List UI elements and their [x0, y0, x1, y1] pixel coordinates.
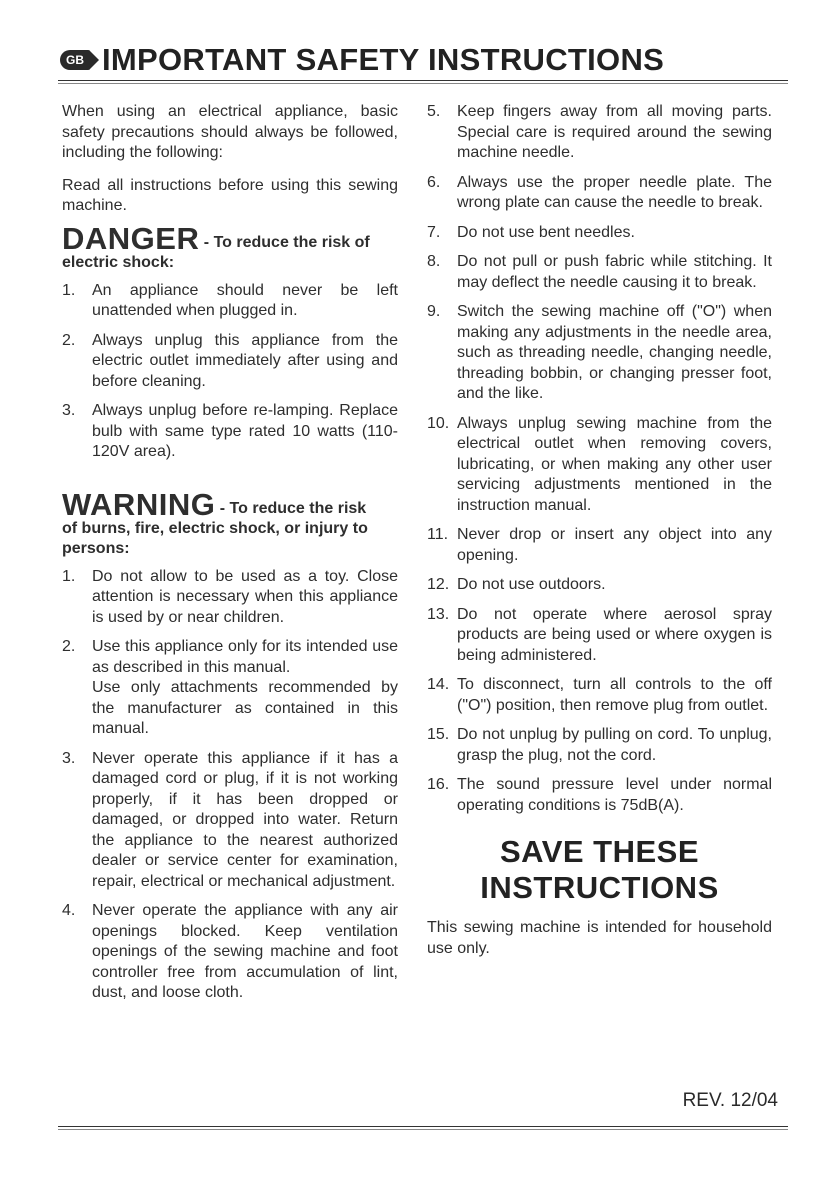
- item-text: Do not allow to be used as a toy. Close attention is necessary when this appliance is used by or near children.: [92, 567, 398, 626]
- page-header: [58, 44, 788, 80]
- item-number: 12.: [427, 576, 450, 593]
- item-number: 7.: [427, 223, 441, 241]
- list-item: [427, 775, 772, 816]
- list-item: [62, 749, 398, 893]
- item-text: Never operate this appliance if it has a damaged cord or plug, if it is not working properly, if it has been dropped or damaged, or dropped into water. Return the appliance to the nearest authorized dealer or service center for examination, repair, electrical or mechanical adjustment.: [92, 749, 398, 890]
- item-text: Do not operate where aerosol spray products are being used or where oxygen is being administered.: [457, 605, 772, 664]
- save-heading-line2: INSTRUCTIONS: [480, 870, 719, 905]
- list-item: [427, 223, 772, 244]
- item-number: 11.: [427, 526, 449, 543]
- item-text: Always unplug sewing machine from the electrical outlet when removing covers, lubricating, or when making any other user servicing adjustments mentioned in the instruction manual.: [457, 414, 772, 514]
- household-use-note: This sewing machine is intended for household use only.: [427, 919, 772, 957]
- item-number: 16.: [427, 776, 450, 793]
- read-instructions-paragraph: Read all instructions before using this sewing machine.: [62, 176, 398, 214]
- item-number: 3.: [62, 749, 76, 767]
- language-badge: GB: [60, 50, 90, 70]
- list-item: [427, 575, 772, 596]
- item-number: 13.: [427, 605, 450, 623]
- item-number: 2.: [62, 638, 76, 655]
- warning-subtitle: - To reduce the risk: [215, 499, 367, 517]
- danger-list: [62, 281, 398, 463]
- warning-subtitle-line2: of burns, fire, electric shock, or injury to persons:: [62, 519, 368, 557]
- warning-word: WARNING: [62, 486, 216, 522]
- item-number: 6.: [427, 173, 441, 191]
- item-number: 8.: [427, 253, 441, 270]
- left-column: [62, 102, 398, 1013]
- list-item: [62, 567, 398, 629]
- item-number: 2.: [62, 331, 76, 349]
- continued-list: [427, 102, 772, 816]
- item-text: Do not use outdoors.: [457, 576, 606, 593]
- list-item: [427, 414, 772, 517]
- right-column: [427, 102, 772, 959]
- danger-subtitle-line2: electric shock:: [62, 253, 175, 271]
- list-item: [427, 252, 772, 293]
- item-text: Always unplug before re-lamping. Replace bulb with same type rated 10 watts (110-120V area).: [92, 402, 398, 460]
- item-text: Do not pull or push fabric while stitching. It may deflect the needle causing it to break.: [457, 253, 772, 291]
- intro-paragraph: When using an electrical appliance, basic safety precautions should always be followed, including the following:: [62, 103, 398, 161]
- item-text: The sound pressure level under normal operating conditions is 75dB(A).: [457, 776, 772, 814]
- save-instructions-heading: [427, 834, 772, 906]
- danger-subtitle: - To reduce the risk of: [199, 233, 370, 251]
- item-number: 10.: [427, 414, 450, 432]
- list-item: [427, 525, 772, 566]
- item-number: 1.: [62, 281, 76, 299]
- item-text: An appliance should never be left unattended when plugged in.: [92, 281, 398, 319]
- danger-word: DANGER: [62, 220, 200, 256]
- warning-heading: [62, 486, 398, 559]
- item-text: Do not use bent needles.: [457, 223, 635, 241]
- item-text: Never drop or insert any object into any opening.: [457, 526, 772, 564]
- item-number: 9.: [427, 303, 441, 320]
- footer-divider: [58, 1126, 788, 1130]
- list-item: [427, 605, 772, 667]
- item-number: 15.: [427, 726, 450, 743]
- item-text: Always use the proper needle plate. The wrong plate can cause the needle to break.: [457, 173, 772, 211]
- warning-list: [62, 567, 398, 1004]
- item-text: Keep fingers away from all moving parts. Special care is required around the sewing machine needle.: [457, 103, 772, 161]
- item-number: 1.: [62, 567, 76, 585]
- item-number: 5.: [427, 103, 441, 120]
- list-item: [62, 901, 398, 1004]
- item-text-second-paragraph: Use only attachments recommended by the manufacturer as contained in this manual.: [92, 679, 398, 737]
- header-divider: [58, 80, 788, 84]
- list-item: [427, 173, 772, 214]
- list-item: [427, 725, 772, 766]
- item-text: To disconnect, turn all controls to the off ("O") position, then remove plug from outlet.: [457, 676, 772, 714]
- item-text: Do not unplug by pulling on cord. To unplug, grasp the plug, not the cord.: [457, 726, 772, 764]
- revision-label: REV. 12/04: [682, 1090, 778, 1111]
- list-item: [427, 302, 772, 405]
- item-number: 14.: [427, 676, 450, 693]
- item-text: Use this appliance only for its intended use as described in this manual.: [92, 638, 398, 676]
- list-item: [427, 102, 772, 164]
- page-title: IMPORTANT SAFETY INSTRUCTIONS: [102, 42, 665, 77]
- save-heading-line1: SAVE THESE: [499, 834, 700, 869]
- item-text: Switch the sewing machine off ("O") when making any adjustments in the needle area, such as threading needle, changing needle, threading bobbin, or changing presser foot, and the like.: [457, 303, 772, 402]
- item-text: Never operate the appliance with any air openings blocked. Keep ventilation openings of the sewing machine and foot controller free from accumulation of lint, dust, and loose cloth.: [92, 902, 398, 1001]
- item-number: 4.: [62, 902, 76, 919]
- list-item: [62, 331, 398, 393]
- danger-heading: [62, 220, 398, 273]
- item-number: 3.: [62, 402, 76, 419]
- list-item: [62, 637, 398, 740]
- list-item: [62, 401, 398, 463]
- list-item: [62, 281, 398, 322]
- item-text: Always unplug this appliance from the electric outlet immediately after using and before cleaning.: [92, 331, 398, 390]
- list-item: [427, 675, 772, 716]
